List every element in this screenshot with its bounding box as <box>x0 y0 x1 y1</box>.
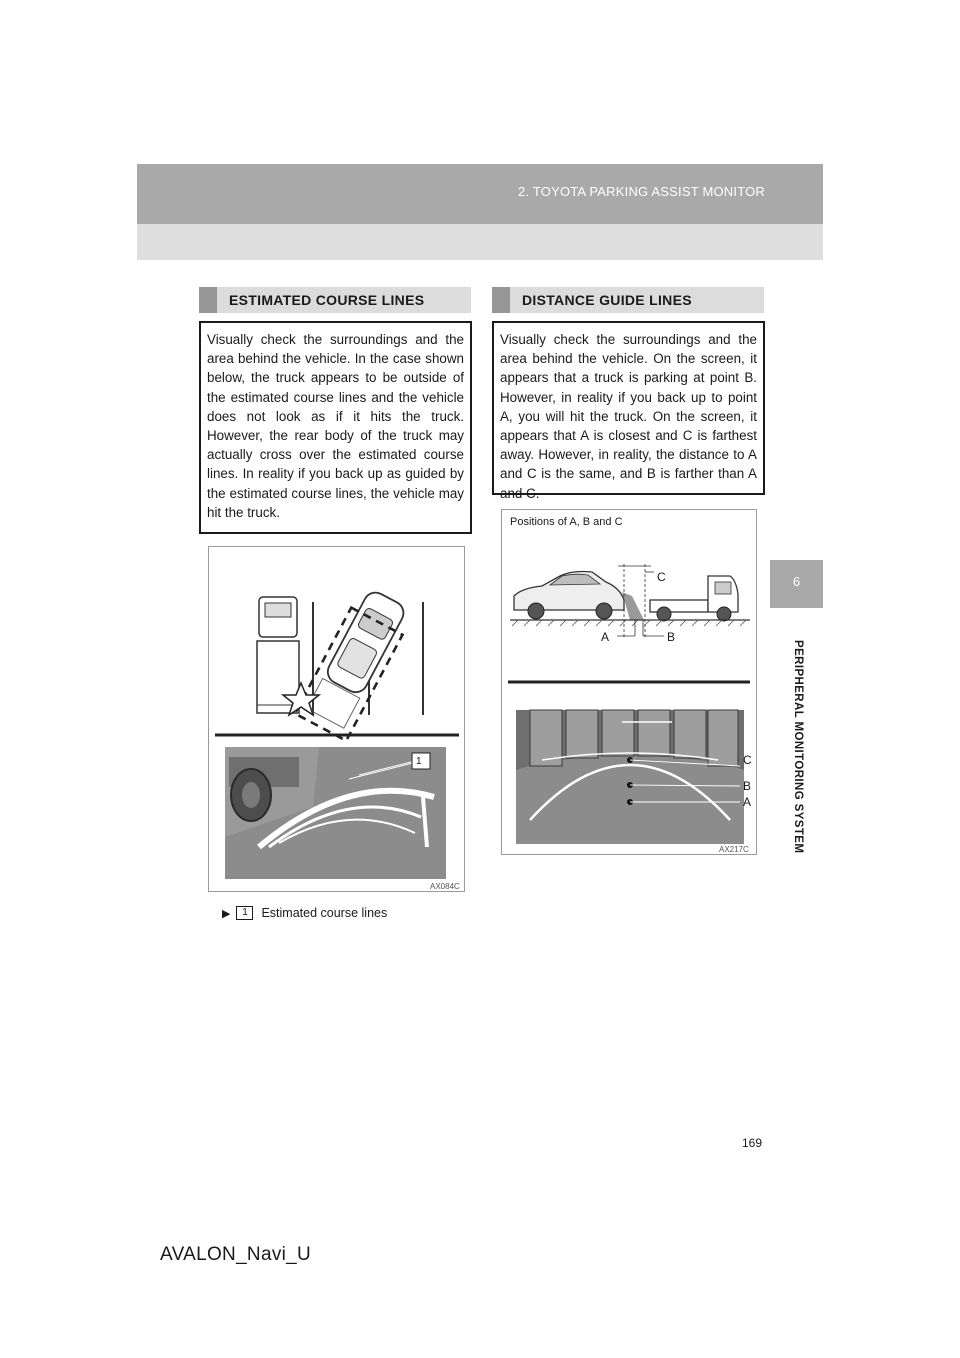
car-side-view <box>514 572 624 620</box>
header-strip <box>137 224 823 260</box>
chapter-label: PERIPHERAL MONITORING SYSTEM <box>792 640 804 854</box>
caption-number: 1 <box>236 906 253 920</box>
estimated-course-lines-figure <box>208 546 465 892</box>
distance-guide-lines-heading <box>492 287 764 313</box>
heading-marker <box>199 287 217 313</box>
estimated-course-lines-text: Visually check the surroundings and the area behind the vehicle. In the case shown below, the truck appears to be outside of the estimated course lines and the vehicle does not look as if it hits the truck. However, the rear body of the truck may actually cross over the estimated course lines. In reality if you back up as guided by the estimated course lines, the vehicle may hit the truck. <box>199 321 472 534</box>
figure-caption <box>222 906 387 920</box>
chapter-number: 6 <box>792 574 801 589</box>
heading-text: ESTIMATED COURSE LINES <box>229 292 425 308</box>
estimated-course-lines-heading <box>199 287 471 313</box>
heading-text: DISTANCE GUIDE LINES <box>522 292 692 308</box>
screen-label-c: C <box>743 753 752 767</box>
heading-marker <box>492 287 510 313</box>
side-label-a: A <box>601 630 610 644</box>
screen-label-b: B <box>743 779 752 793</box>
distance-guide-lines-text: Visually check the surroundings and the area behind the vehicle. On the screen, it appears that a truck is parking at point B. However, in reality if you back up to point A, you will hit the truck. On the screen, it appears that A is closest and C is farthest away. However, in reality, the distance to A and C is the same, and B is farther than A and C. <box>492 321 765 495</box>
distance-guide-illustration <box>502 510 758 856</box>
document-id: AVALON_Navi_U <box>160 1244 312 1265</box>
figure-code: AX084C <box>430 882 460 891</box>
camera-screen <box>516 710 744 844</box>
caption-text: Estimated course lines <box>261 906 388 920</box>
bullet-arrow-icon: ▶ <box>222 907 231 920</box>
side-label-c: C <box>657 570 666 584</box>
camera-view <box>225 747 446 879</box>
figure-code: AX217C <box>719 845 749 854</box>
section-title: 2. TOYOTA PARKING ASSIST MONITOR <box>518 184 765 199</box>
header-bar <box>137 164 823 224</box>
screen-label-a: A <box>743 795 752 809</box>
callout-number: 1 <box>416 756 422 767</box>
side-label-b: B <box>667 630 676 644</box>
figure-title: Positions of A, B and C <box>510 516 623 528</box>
course-lines-illustration <box>209 547 466 893</box>
page-number: 169 <box>742 1136 763 1150</box>
chapter-tab[interactable] <box>770 560 823 608</box>
distance-guide-lines-figure <box>501 509 757 855</box>
